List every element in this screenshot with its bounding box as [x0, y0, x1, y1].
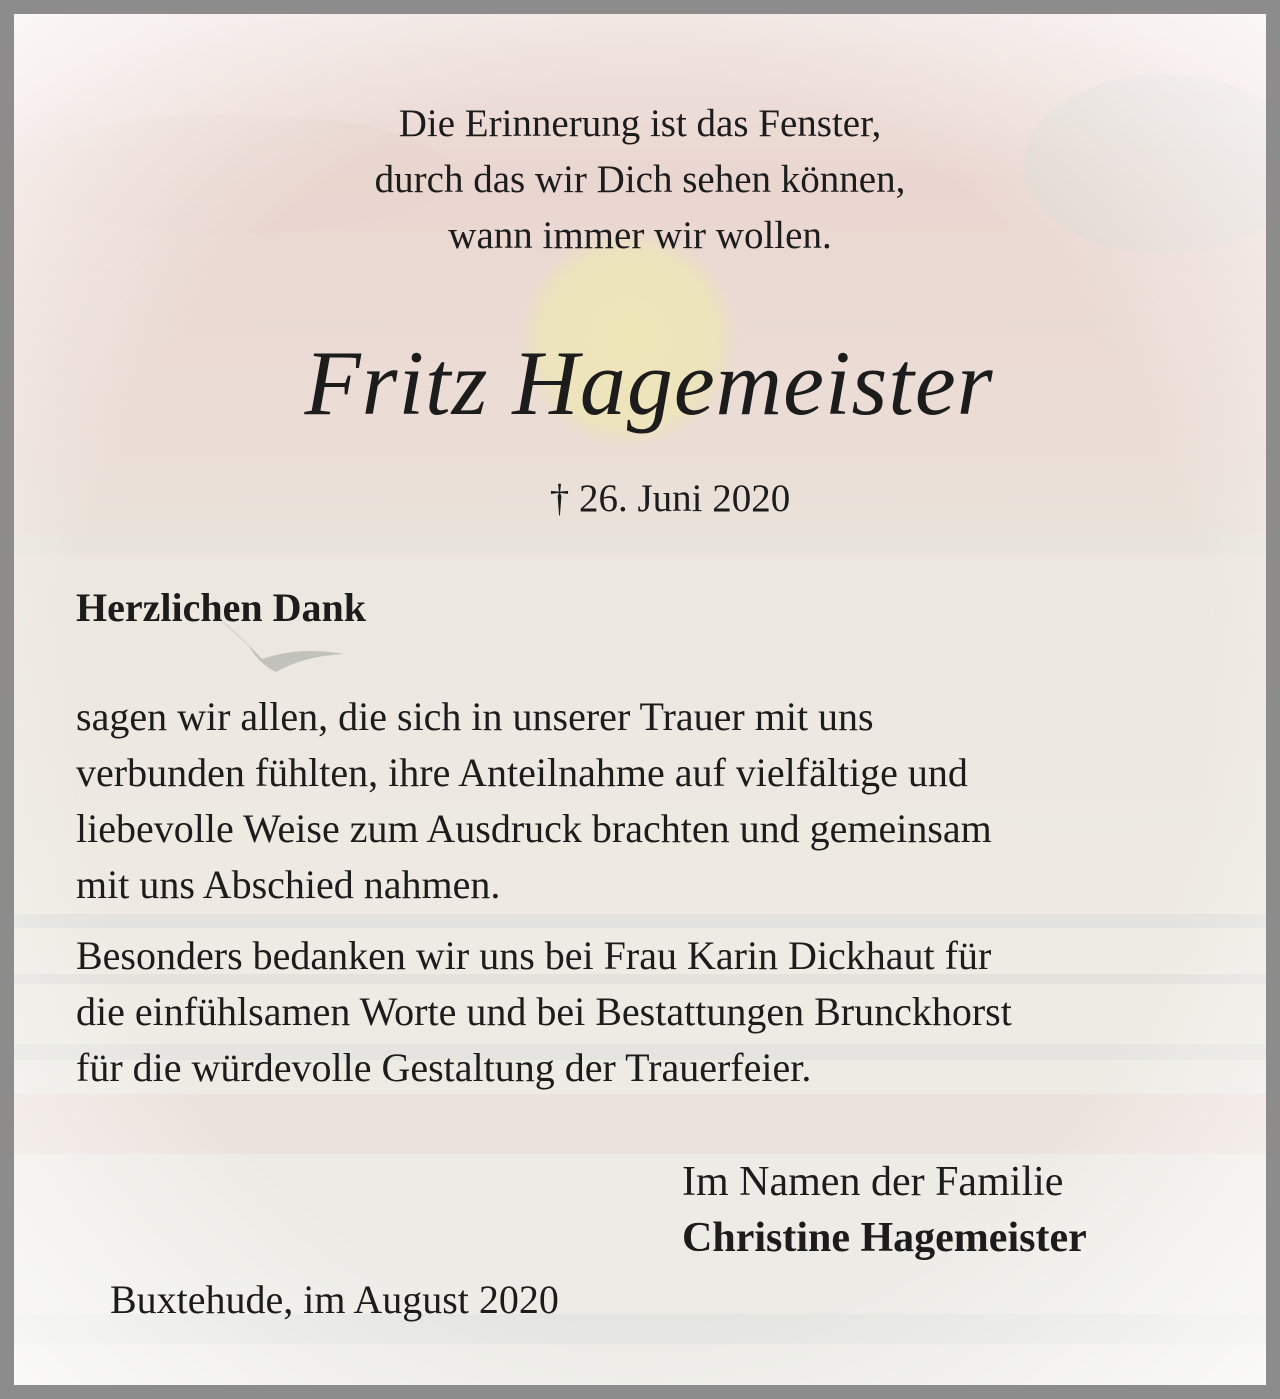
paragraph-line: mit uns Abschied nahmen. [76, 862, 501, 907]
signature-name: Christine Hagemeister [682, 1215, 1087, 1261]
thanks-paragraph-2 [76, 928, 1246, 1096]
deceased-name: Fritz Hagemeister [304, 332, 994, 434]
paragraph-line: verbunden fühlten, ihre Anteilnahme auf vielfältige und [76, 750, 968, 795]
memorial-quote [14, 96, 1266, 264]
death-date: † 26. Juni 2020 [549, 477, 791, 520]
signature-block [682, 1154, 1087, 1266]
paragraph-line: für die würdevolle Gestaltung der Trauerfeier. [76, 1045, 812, 1090]
paragraph-line: sagen wir allen, die sich in unserer Trauer mit uns [76, 694, 874, 739]
thanks-heading: Herzlichen Dank [76, 585, 366, 630]
thanks-paragraph-1 [76, 689, 1246, 913]
paragraph-line: Besonders bedanken wir uns bei Frau Karin Dickhaut für [76, 933, 992, 978]
paragraph-line: liebevolle Weise zum Ausdruck brachten und gemeinsam [76, 806, 992, 851]
signature-intro: Im Namen der Familie [682, 1159, 1064, 1205]
quote-line: wann immer wir wollen. [448, 214, 832, 257]
place-and-date: Buxtehude, im August 2020 [110, 1277, 559, 1322]
quote-line: Die Erinnerung ist das Fenster, [398, 102, 882, 145]
paragraph-line: die einfühlsamen Worte und bei Bestattungen Brunckhorst [76, 989, 1012, 1034]
quote-line: durch das wir Dich sehen können, [374, 158, 906, 201]
